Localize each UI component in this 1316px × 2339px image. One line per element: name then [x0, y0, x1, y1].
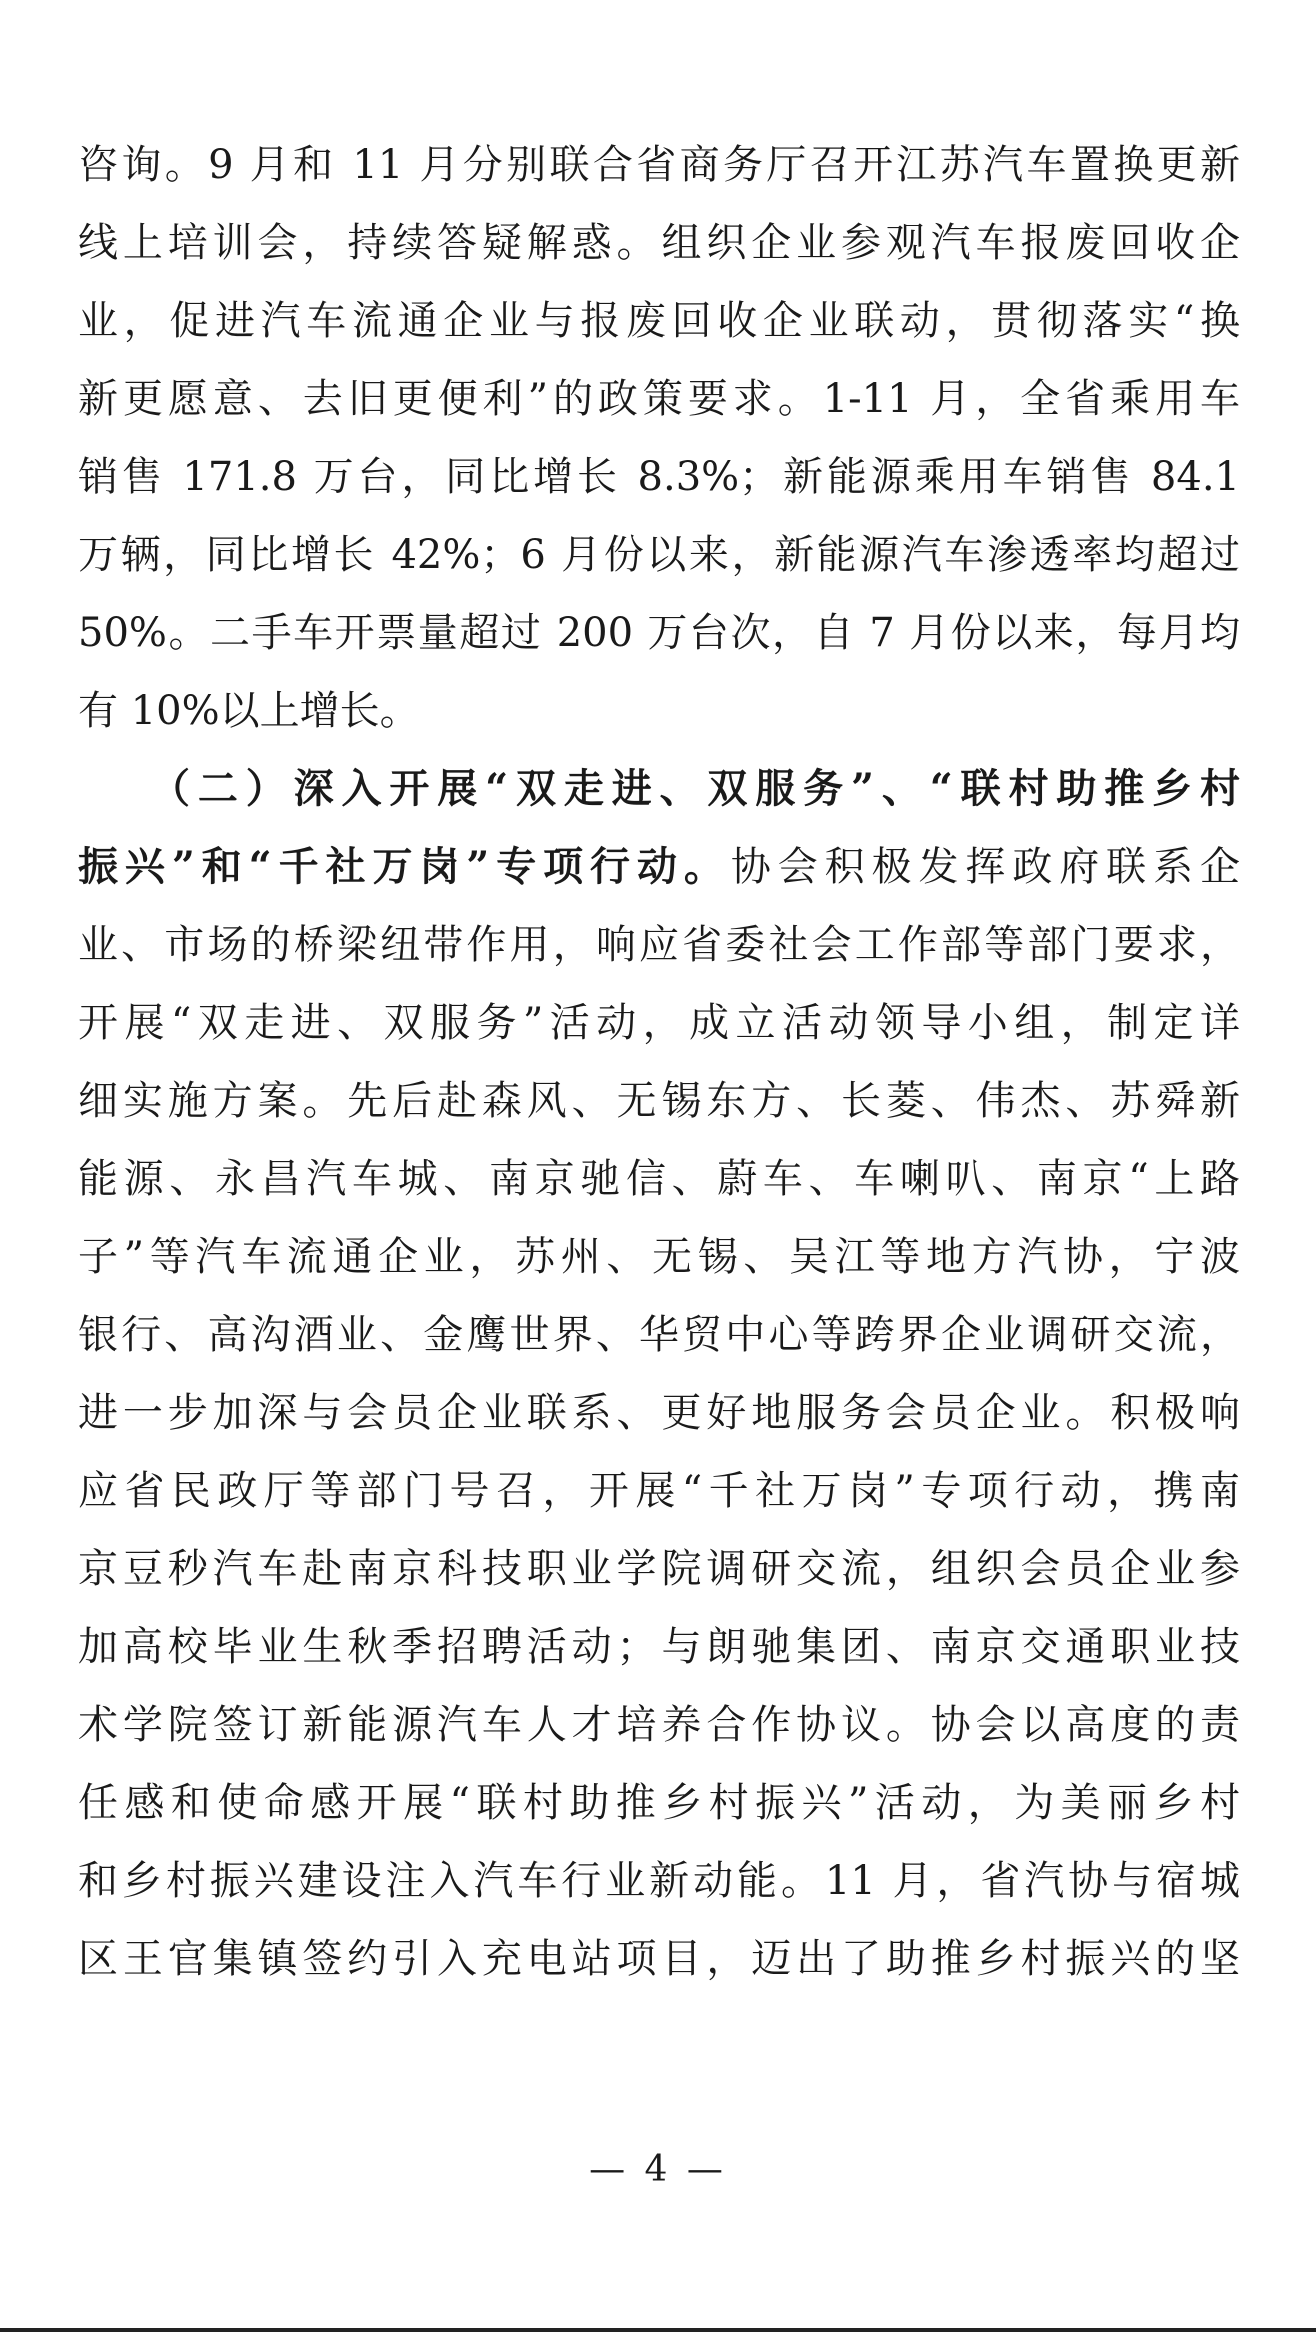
paragraph-2: [78, 750, 1240, 1998]
section-heading-line-2: 振兴”和“千社万岗”专项行动。: [78, 843, 731, 890]
paragraph-1-line: 业，促进汽车流通企业与报废回收企业联动，贯彻落实“换: [78, 298, 1240, 344]
page-number: — 4 —: [589, 2149, 727, 2190]
paragraph-2-line: 京豆秒汽车赴南京科技职业学院调研交流，组织会员企业参: [78, 1546, 1240, 1592]
bottom-divider: [0, 2328, 1316, 2332]
paragraph-1-line: 销售 171.8 万台，同比增长 8.3%；新能源乘用车销售 84.1: [78, 454, 1240, 500]
paragraph-2-line: 术学院签订新能源汽车人才培养合作协议。协会以高度的责: [78, 1702, 1240, 1748]
paragraph-2-mixed-line: [78, 828, 1240, 906]
paragraph-2-line: 能源、永昌汽车城、南京驰信、蔚车、车喇叭、南京“上路: [78, 1156, 1240, 1202]
paragraph-2-line: 区王官集镇签约引入充电站项目，迈出了助推乡村振兴的坚: [78, 1936, 1240, 1982]
paragraph-1: [78, 126, 1240, 750]
paragraph-2-line: 细实施方案。先后赴森风、无锡东方、长菱、伟杰、苏舜新: [78, 1078, 1240, 1124]
paragraph-2-line: 开展“双走进、双服务”活动，成立活动领导小组，制定详: [78, 1000, 1240, 1046]
paragraph-2-line: 加高校毕业生秋季招聘活动；与朗驰集团、南京交通职业技: [78, 1624, 1240, 1670]
paragraph-1-line: 咨询。9 月和 11 月分别联合省商务厅召开江苏汽车置换更新: [78, 142, 1240, 188]
paragraph-1-line: 有 10%以上增长。: [78, 688, 420, 734]
paragraph-1-line: 万辆，同比增长 42%；6 月份以来，新能源汽车渗透率均超过: [78, 532, 1240, 578]
paragraph-2-line: 进一步加深与会员企业联系、更好地服务会员企业。积极响: [78, 1390, 1240, 1436]
paragraph-2-line: 和乡村振兴建设注入汽车行业新动能。11 月，省汽协与宿城: [78, 1858, 1240, 1904]
paragraph-2-line: 子”等汽车流通企业，苏州、无锡、吴江等地方汽协，宁波: [78, 1234, 1240, 1280]
paragraph-2-line: 任感和使命感开展“联村助推乡村振兴”活动，为美丽乡村: [78, 1780, 1240, 1826]
section-heading-line-1: （二）深入开展“双走进、双服务”、“联村助推乡村: [150, 765, 1240, 812]
paragraph-2-line: 应省民政厅等部门号召，开展“千社万岗”专项行动，携南: [78, 1468, 1240, 1514]
paragraph-2-line: 业、市场的桥梁纽带作用，响应省委社会工作部等部门要求，: [78, 922, 1240, 968]
paragraph-1-line: 50%。二手车开票量超过 200 万台次，自 7 月份以来，每月均: [78, 610, 1240, 656]
paragraph-2-line-rest: 协会积极发挥政府联系企: [730, 844, 1240, 890]
paragraph-2-line: 银行、高沟酒业、金鹰世界、华贸中心等跨界企业调研交流，: [78, 1312, 1240, 1358]
paragraph-1-line: 新更愿意、去旧更便利”的政策要求。1-11 月，全省乘用车: [78, 376, 1240, 422]
paragraph-1-line: 线上培训会，持续答疑解惑。组织企业参观汽车报废回收企: [78, 220, 1240, 266]
